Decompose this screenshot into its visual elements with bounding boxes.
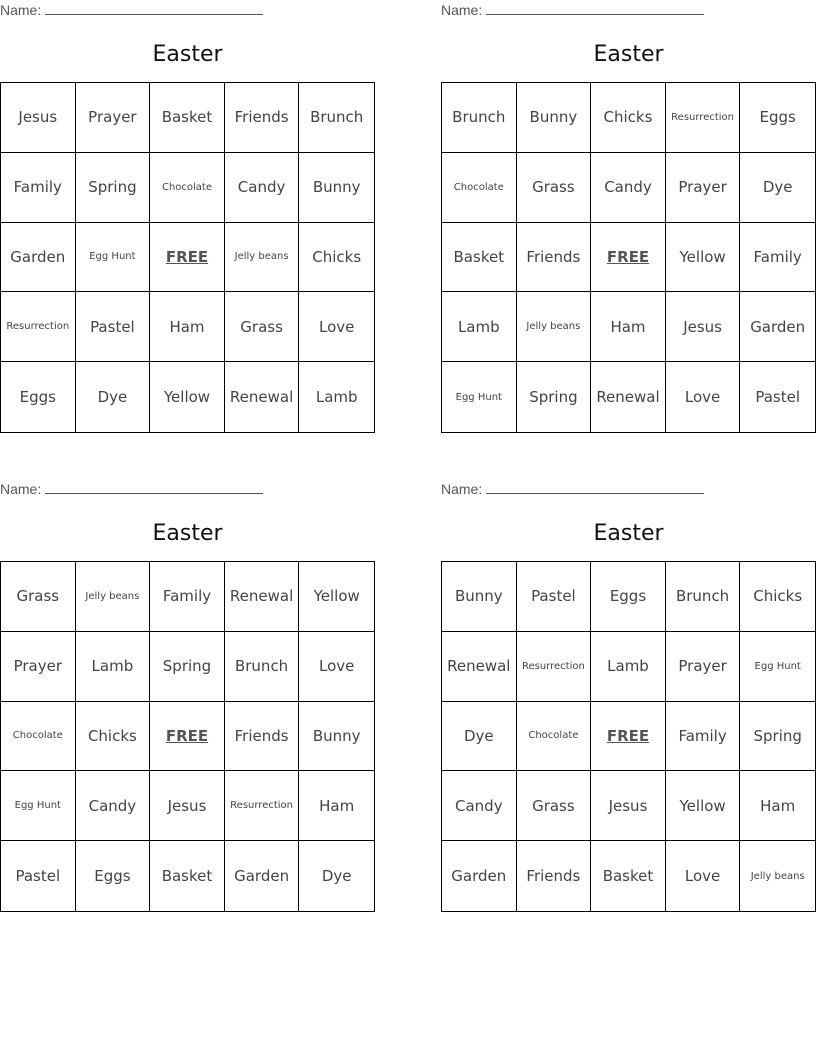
bingo-cell[interactable]: Friends bbox=[517, 223, 592, 293]
bingo-cell[interactable]: Spring bbox=[517, 362, 592, 432]
bingo-cell[interactable]: Resurrection bbox=[225, 771, 300, 841]
bingo-cell[interactable]: Egg Hunt bbox=[740, 632, 815, 702]
bingo-cell[interactable]: Ham bbox=[591, 292, 666, 362]
bingo-cell[interactable]: Renewal bbox=[591, 362, 666, 432]
bingo-cell[interactable]: Yellow bbox=[150, 362, 225, 432]
bingo-card-4 bbox=[441, 479, 816, 919]
bingo-cell[interactable]: Lamb bbox=[76, 632, 151, 702]
bingo-cell[interactable]: Prayer bbox=[666, 632, 741, 702]
bingo-cell[interactable]: Candy bbox=[442, 771, 517, 841]
bingo-cell[interactable]: Eggs bbox=[76, 841, 151, 911]
free-space-cell[interactable]: FREE bbox=[150, 702, 225, 772]
bingo-cell[interactable]: Brunch bbox=[225, 632, 300, 702]
bingo-cell[interactable]: Pastel bbox=[1, 841, 76, 911]
bingo-cell[interactable]: Yellow bbox=[666, 223, 741, 293]
bingo-cell[interactable]: Yellow bbox=[299, 562, 374, 632]
bingo-cell[interactable]: Jesus bbox=[1, 83, 76, 153]
bingo-cell[interactable]: Brunch bbox=[299, 83, 374, 153]
bingo-cell[interactable]: Spring bbox=[150, 632, 225, 702]
bingo-cell[interactable]: Renewal bbox=[442, 632, 517, 702]
bingo-cell[interactable]: Ham bbox=[740, 771, 815, 841]
bingo-cell[interactable]: Resurrection bbox=[517, 632, 592, 702]
bingo-cell[interactable]: Brunch bbox=[666, 562, 741, 632]
bingo-cell[interactable]: Pastel bbox=[517, 562, 592, 632]
bingo-cell[interactable]: Pastel bbox=[755, 388, 801, 407]
bingo-cell[interactable]: Love bbox=[299, 632, 374, 702]
bingo-cell[interactable]: Egg Hunt bbox=[1, 771, 76, 841]
bingo-cell[interactable]: Jesus bbox=[666, 292, 741, 362]
card-title: Easter bbox=[593, 42, 664, 67]
free-space-cell[interactable]: FREE bbox=[150, 223, 225, 293]
bingo-cell[interactable]: Lamb bbox=[315, 388, 358, 407]
name-label: Name: bbox=[441, 2, 483, 18]
bingo-cell[interactable]: Dye bbox=[321, 867, 352, 886]
bingo-cell[interactable]: Family bbox=[1, 153, 76, 223]
bingo-cell[interactable]: Chocolate bbox=[1, 702, 76, 772]
bingo-cell[interactable]: Resurrection bbox=[1, 292, 76, 362]
bingo-cell[interactable]: Brunch bbox=[442, 83, 517, 153]
bingo-cell[interactable]: Egg Hunt bbox=[442, 362, 517, 432]
name-underline bbox=[486, 2, 704, 15]
bingo-cell[interactable]: Jesus bbox=[150, 771, 225, 841]
bingo-cell[interactable]: Candy bbox=[225, 153, 300, 223]
bingo-cell[interactable]: Family bbox=[740, 223, 815, 293]
bingo-cell[interactable]: Grass bbox=[517, 771, 592, 841]
bingo-cell[interactable]: Basket bbox=[591, 841, 666, 911]
bingo-cell[interactable]: Eggs bbox=[740, 83, 815, 153]
bingo-cell[interactable]: Grass bbox=[225, 292, 300, 362]
bingo-cell[interactable]: Bunny bbox=[299, 153, 374, 223]
card-title: Easter bbox=[152, 521, 223, 546]
bingo-cell[interactable]: Spring bbox=[740, 702, 815, 772]
bingo-cell[interactable]: Friends bbox=[225, 702, 300, 772]
name-field[interactable] bbox=[0, 2, 263, 18]
bingo-cell[interactable]: Renewal bbox=[225, 362, 300, 432]
bingo-cell[interactable]: Dye bbox=[740, 153, 815, 223]
card-title: Easter bbox=[593, 521, 664, 546]
name-underline bbox=[486, 481, 704, 494]
name-underline bbox=[45, 2, 263, 15]
bingo-card-2 bbox=[441, 0, 816, 440]
bingo-cell[interactable]: Grass bbox=[517, 153, 592, 223]
bingo-cell[interactable]: Ham bbox=[150, 292, 225, 362]
bingo-cell[interactable]: Basket bbox=[442, 223, 517, 293]
bingo-cell[interactable]: Jelly beans bbox=[76, 562, 151, 632]
name-label: Name: bbox=[441, 481, 483, 497]
bingo-cell[interactable]: Grass bbox=[1, 562, 76, 632]
bingo-cell[interactable]: Love bbox=[666, 841, 741, 911]
name-label: Name: bbox=[0, 481, 42, 497]
bingo-cell[interactable]: Chocolate bbox=[442, 153, 517, 223]
bingo-cell[interactable]: Chicks bbox=[591, 83, 666, 153]
name-field[interactable] bbox=[441, 2, 704, 18]
bingo-cell[interactable]: Chicks bbox=[299, 223, 374, 293]
bingo-cell[interactable]: Lamb bbox=[442, 292, 517, 362]
bingo-cell[interactable]: Egg Hunt bbox=[76, 223, 151, 293]
bingo-cell[interactable]: Love bbox=[666, 362, 741, 432]
bingo-cell[interactable]: Chocolate bbox=[150, 153, 225, 223]
bingo-cell[interactable]: Prayer bbox=[666, 153, 741, 223]
bingo-cell[interactable]: Love bbox=[299, 292, 374, 362]
bingo-cell[interactable]: Garden bbox=[740, 292, 815, 362]
name-label: Name: bbox=[0, 2, 42, 18]
bingo-cell[interactable]: Eggs bbox=[1, 362, 76, 432]
bingo-cell[interactable]: Friends bbox=[225, 83, 300, 153]
bingo-cell[interactable]: Dye bbox=[76, 362, 151, 432]
bingo-cell[interactable]: Bunny bbox=[442, 562, 517, 632]
bingo-grid bbox=[441, 561, 816, 912]
bingo-cell[interactable]: Eggs bbox=[591, 562, 666, 632]
bingo-cell[interactable]: Chocolate bbox=[517, 702, 592, 772]
bingo-grid bbox=[441, 82, 816, 433]
bingo-cell[interactable]: Family bbox=[666, 702, 741, 772]
bingo-grid bbox=[0, 82, 375, 433]
bingo-cell[interactable]: Basket bbox=[150, 83, 225, 153]
bingo-cell[interactable]: Garden bbox=[1, 223, 76, 293]
name-field[interactable] bbox=[441, 481, 704, 497]
bingo-cell[interactable]: Family bbox=[150, 562, 225, 632]
bingo-cell[interactable]: Resurrection bbox=[666, 83, 741, 153]
bingo-cell[interactable]: Jesus bbox=[591, 771, 666, 841]
bingo-cell[interactable]: Basket bbox=[150, 841, 225, 911]
bingo-cell[interactable]: Prayer bbox=[76, 83, 151, 153]
bingo-cell[interactable]: Candy bbox=[591, 153, 666, 223]
name-underline bbox=[45, 481, 263, 494]
bingo-card-3 bbox=[0, 479, 376, 919]
bingo-cell[interactable]: Bunny bbox=[299, 702, 374, 772]
bingo-cell[interactable]: Jelly beans bbox=[517, 292, 592, 362]
bingo-card-1 bbox=[0, 0, 376, 440]
bingo-cell[interactable]: Jelly beans bbox=[750, 870, 805, 882]
bingo-cell[interactable]: Garden bbox=[442, 841, 517, 911]
bingo-cell[interactable]: Garden bbox=[225, 841, 300, 911]
bingo-cell[interactable]: Spring bbox=[76, 153, 151, 223]
bingo-cell[interactable]: Renewal bbox=[225, 562, 300, 632]
bingo-cell[interactable]: Prayer bbox=[1, 632, 76, 702]
bingo-cell[interactable]: Chicks bbox=[76, 702, 151, 772]
free-space-cell[interactable]: FREE bbox=[591, 702, 666, 772]
bingo-cell[interactable]: Yellow bbox=[666, 771, 741, 841]
free-space-cell[interactable]: FREE bbox=[591, 223, 666, 293]
bingo-cell[interactable]: Candy bbox=[76, 771, 151, 841]
bingo-cell[interactable]: Ham bbox=[299, 771, 374, 841]
bingo-grid bbox=[0, 561, 375, 912]
card-title: Easter bbox=[152, 42, 223, 67]
name-field[interactable] bbox=[0, 481, 263, 497]
bingo-cell[interactable]: Friends bbox=[517, 841, 592, 911]
bingo-cell[interactable]: Dye bbox=[442, 702, 517, 772]
bingo-cell[interactable]: Chicks bbox=[740, 562, 815, 632]
bingo-cell[interactable]: Pastel bbox=[76, 292, 151, 362]
bingo-cell[interactable]: Lamb bbox=[591, 632, 666, 702]
bingo-cell[interactable]: Jelly beans bbox=[225, 223, 300, 293]
bingo-cell[interactable]: Bunny bbox=[517, 83, 592, 153]
